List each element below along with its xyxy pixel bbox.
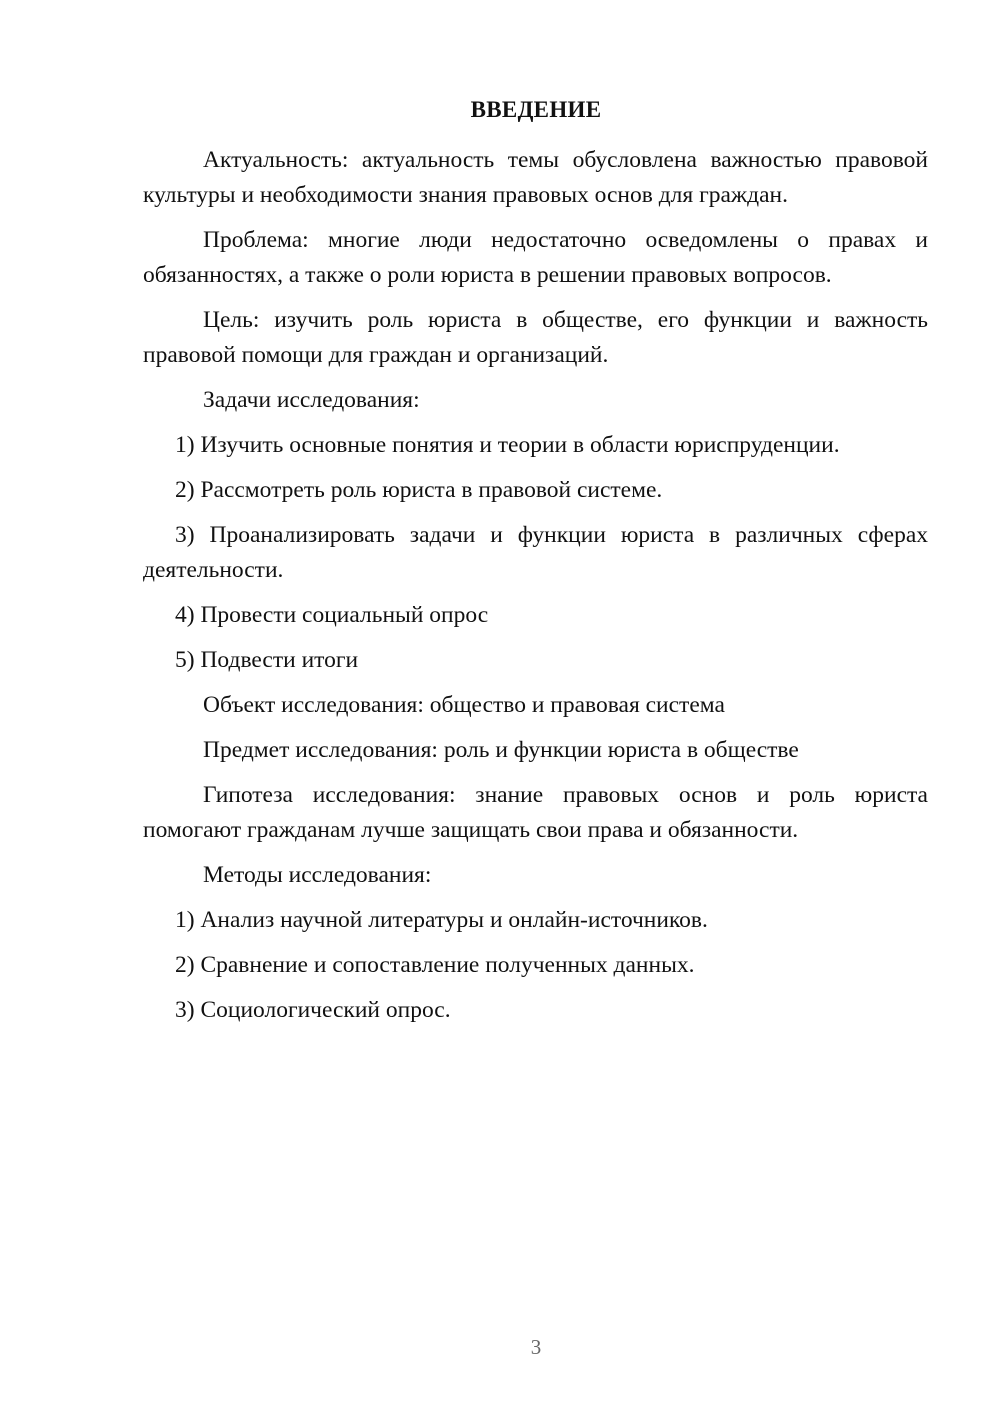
task-item: 2) Рассмотреть роль юриста в правовой системе.: [175, 477, 663, 503]
hypothesis-paragraph: Гипотеза исследования: знание правовых основ и роль юриста помогают гражданам лучше защищать свои права и обязанности.: [143, 782, 928, 843]
page-number: 3: [530, 1335, 542, 1359]
task-item: 3) Проанализировать задачи и функции юриста в различных сферах деятельности.: [143, 522, 928, 583]
subject-paragraph: Предмет исследования: роль и функции юриста в обществе: [203, 737, 799, 763]
method-item: 1) Анализ научной литературы и онлайн-источников.: [175, 907, 708, 933]
object-paragraph: Объект исследования: общество и правовая система: [203, 692, 725, 718]
problem-paragraph: Проблема: многие люди недостаточно осведомлены о правах и обязанностях, а также о роли юриста в решении правовых вопросов.: [143, 227, 928, 288]
methods-heading: Методы исследования:: [203, 862, 432, 888]
task-item: 4) Провести социальный опрос: [175, 602, 489, 628]
relevance-paragraph: Актуальность: актуальность темы обусловлена важностью правовой культуры и необходимости знания правовых основ для граждан.: [143, 147, 928, 208]
method-item: 2) Сравнение и сопоставление полученных данных.: [175, 952, 695, 978]
goal-paragraph: Цель: изучить роль юриста в обществе, его функции и важность правовой помощи для граждан и организаций.: [143, 307, 928, 368]
document-body: [143, 143, 928, 1038]
method-item: 3) Социологический опрос.: [175, 997, 451, 1023]
page-title: ВВЕДЕНИЕ: [470, 97, 602, 122]
tasks-heading: Задачи исследования:: [203, 387, 420, 413]
task-item: 1) Изучить основные понятия и теории в области юриспруденции.: [175, 432, 840, 458]
task-item: 5) Подвести итоги: [175, 647, 359, 673]
